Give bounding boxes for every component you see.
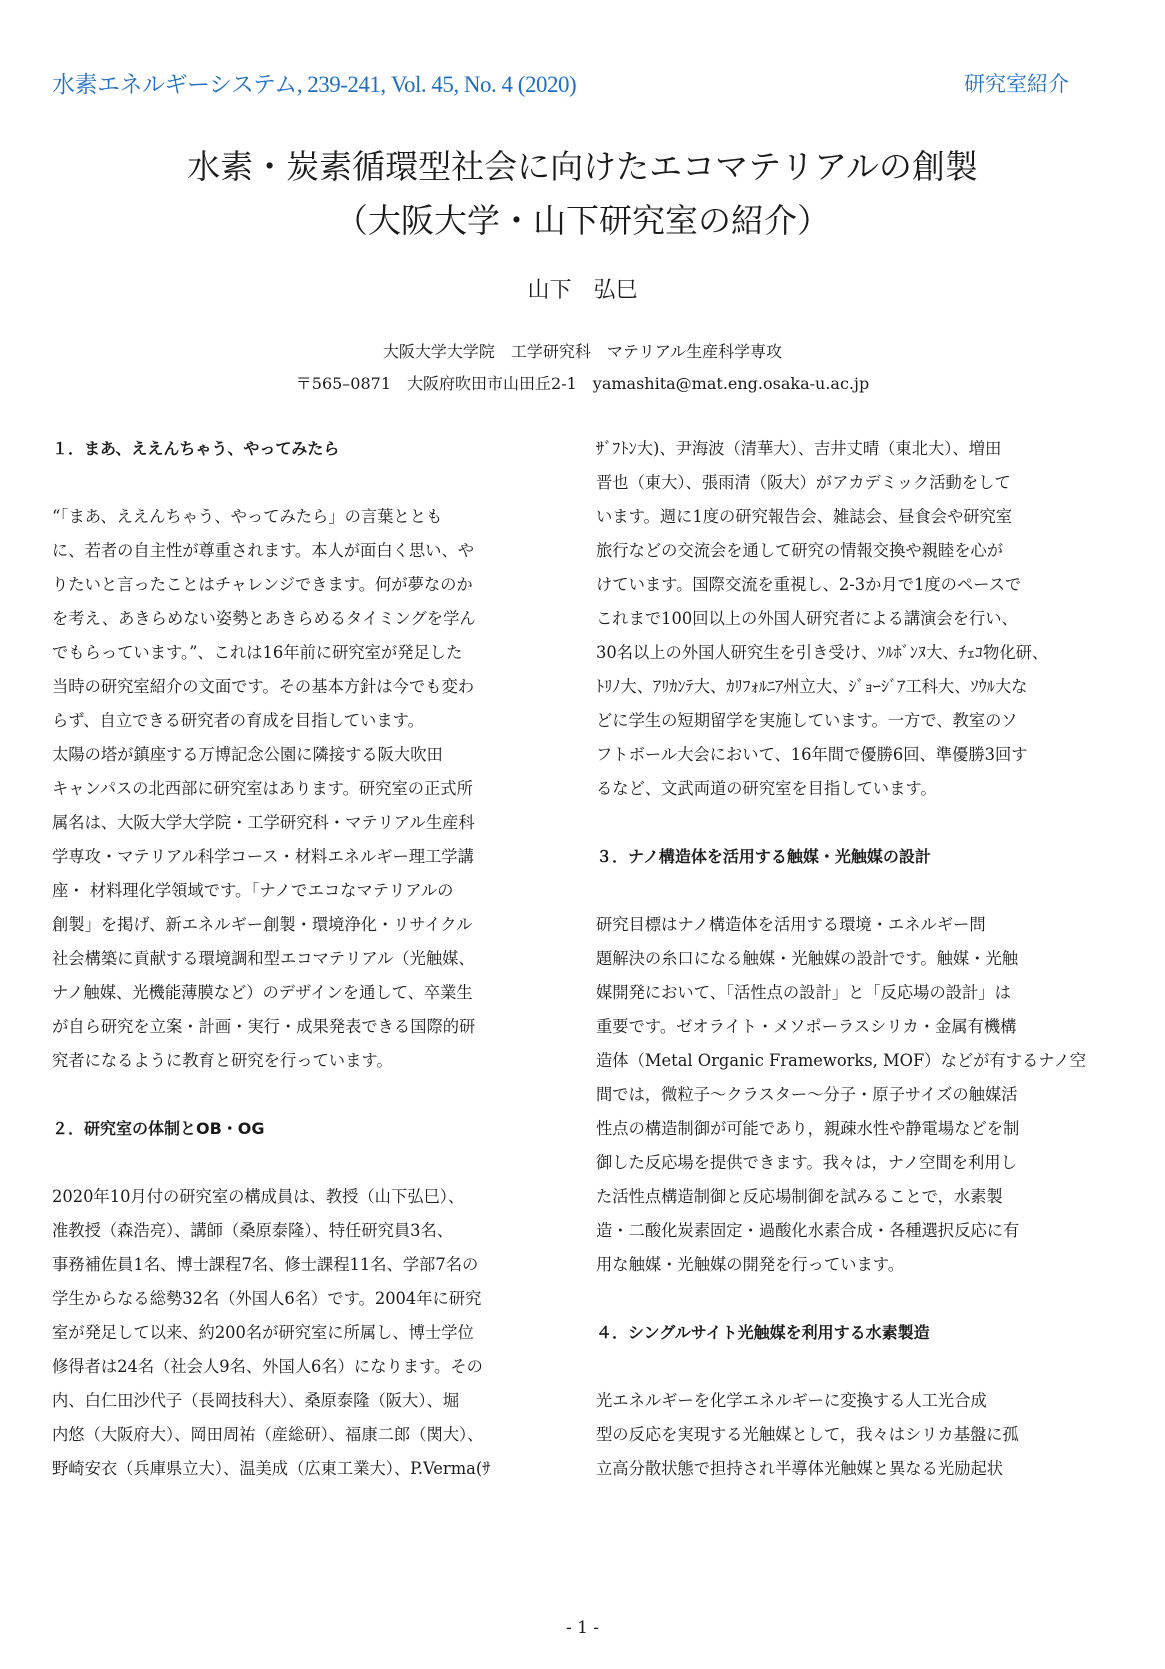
- left-column: [52, 432, 550, 1486]
- text-line: キャンパスの北西部に研究室はあります。研究室の正式所: [52, 779, 473, 798]
- text-line: 型の反応を実現する光触媒として，我々はシリカ基盤に孤: [596, 1425, 1019, 1444]
- spacer: [596, 1282, 1094, 1316]
- text-line: を考え、あきらめない姿勢とあきらめるタイミングを学ん: [52, 609, 476, 628]
- section2-paragraph-1: [52, 1180, 550, 1486]
- text-line: 事務補佐員1名、博士課程7名、修士課程11名、学部7名の: [52, 1255, 479, 1274]
- text-line: 旅行などの交流会を通して研究の情報交換や親睦を心が: [596, 541, 1004, 560]
- section-heading-4: ４．シングルサイト光触媒を利用する水素製造: [596, 1323, 930, 1342]
- text-line: ナノ触媒、光機能薄膜など）のデザインを通して、卒業生: [52, 983, 473, 1002]
- text-line: 間では，微粒子～クラスター～分子・原子サイズの触媒活: [596, 1085, 1018, 1104]
- text-line: りたいと言ったことはチャレンジできます。何が夢なのか: [52, 575, 473, 594]
- text-line: 内悠（大阪府大）、岡田周祐（産総研）、福康二郎（関大）、: [52, 1425, 484, 1444]
- text-line: 究者になるように教育と研究を行っています。: [52, 1051, 393, 1070]
- text-line: 媒開発において、「活性点の設計」と「反応場の設計」は: [596, 983, 1011, 1002]
- text-line: でもらっています。”、これは16年前に研究室が発足した: [52, 643, 463, 662]
- text-line: 立高分散状態で担持され半導体光触媒と異なる光励起状: [596, 1459, 1004, 1478]
- text-line: 室が発足して以来、約200名が研究室に所属し、博士学位: [52, 1323, 474, 1342]
- text-line: 御した反応場を提供できます。我々は，ナノ空間を利用し: [596, 1153, 1017, 1172]
- paper-title: [0, 140, 1165, 248]
- text-line: 修得者は24名（社会人9名、外国人6名）になります。その: [52, 1357, 483, 1376]
- section-heading-1: １．まあ、ええんちゃう、やってみたら: [52, 439, 340, 458]
- spacer: [52, 1078, 550, 1112]
- right-column: [596, 432, 1094, 1486]
- journal-header: 水素エネルギーシステム, 239-241, Vol. 45, No. 4 (2020): [52, 72, 577, 97]
- section3-paragraph-1: [596, 908, 1094, 1282]
- affiliation-line-2: 〒565–0871 大阪府吹田市山田丘2-1 yamashita@mat.eng.osaka-u.ac.jp: [295, 374, 870, 393]
- text-line: 性点の構造制御が可能であり，親疎水性や静電場などを制: [596, 1119, 1020, 1138]
- text-line: ﾄﾘﾉ大、ｱﾘｶﾝﾃ大、ｶﾘﾌｫﾙﾆｱ州立大、ｼﾞｮｰｼﾞｱ工科大、ｿｳﾙ大な: [596, 677, 1028, 696]
- text-line: 学専攻・マテリアル科学コース・材料エネルギー理工学講: [52, 847, 474, 866]
- text-line: 題解決の糸口になる触媒・光触媒の設計です。触媒・光触: [596, 949, 1019, 968]
- text-line: どに学生の短期留学を実施しています。一方で、教室のソ: [596, 711, 1018, 730]
- text-line: 座・ 材料理化学領域です。「ナノでエコなマテリアルの: [52, 881, 454, 900]
- text-line: に、若者の自主性が尊重されます。本人が面白く思い、や: [52, 541, 475, 560]
- text-line: 光エネルギーを化学エネルギーに変換する人工光合成: [596, 1391, 987, 1410]
- text-line: 内、白仁田沙代子（長岡技科大）、桑原泰隆（阪大）、堀: [52, 1391, 460, 1410]
- text-line: います。週に1度の研究報告会、雑誌会、昼食会や研究室: [596, 507, 1013, 526]
- spacer: [52, 466, 550, 500]
- text-line: 創製」を掲げ、新エネルギー創製・環境浄化・リサイクル: [52, 915, 473, 934]
- affiliation-line-1: 大阪大学大学院 工学研究科 マテリアル生産科学専攻: [382, 342, 783, 361]
- section2-paragraph-1-continued: [596, 432, 1094, 806]
- text-line: 30名以上の外国人研究生を引き受け、ｿﾙﾎﾞﾝﾇ大、ﾁｪｺ物化研、: [596, 643, 1049, 662]
- category-label: 研究室紹介: [964, 72, 1069, 96]
- text-line: けています。国際交流を重視し、2-3か月で1度のペースで: [596, 575, 1022, 594]
- text-line: ｻﾞﾌﾄﾝ大)、尹海波（清華大）、吉井丈晴（東北大）、増田: [596, 439, 1002, 458]
- text-line: 重要です。ゼオライト・メソポーラスシリカ・金属有機構: [596, 1017, 1017, 1036]
- text-line: フトボール大会において、16年間で優勝6回、準優勝3回す: [596, 745, 1028, 764]
- spacer: [52, 1146, 550, 1180]
- affiliation: [0, 336, 1165, 400]
- text-line: 准教授（森浩亮）、講師（桑原泰隆）、特任研究員3名、: [52, 1221, 454, 1240]
- text-line: 当時の研究室紹介の文面です。その基本方針は今でも変わ: [52, 677, 475, 696]
- text-line: 野崎安衣（兵庫県立大）、温美成（広東工業大）、P.Verma(ｻ: [52, 1459, 491, 1478]
- text-line: 造・二酸化炭素固定・過酸化水素合成・各種選択反応に有: [596, 1221, 1020, 1240]
- text-line: 太陽の塔が鎮座する万博記念公園に隣接する阪大吹田: [52, 745, 443, 764]
- text-line: これまで100回以上の外国人研究者による講演会を行い、: [596, 609, 1018, 628]
- section-heading-2: ２．研究室の体制とOB・OG: [52, 1119, 265, 1138]
- spacer: [596, 1350, 1094, 1384]
- title-line-1: 水素・炭素循環型社会に向けたエコマテリアルの創製: [187, 147, 978, 186]
- spacer: [596, 806, 1094, 840]
- section-heading-3: ３．ナノ構造体を活用する触媒・光触媒の設計: [596, 847, 931, 866]
- section1-paragraph-2: [52, 738, 550, 1078]
- section4-paragraph-1: [596, 1384, 1094, 1486]
- text-line: るなど、文武両道の研究室を目指しています。: [596, 779, 937, 798]
- text-line: 属名は、大阪大学大学院・工学研究科・マテリアル生産科: [52, 813, 475, 832]
- text-line: 学生からなる総勢32名（外国人6名）です。2004年に研究: [52, 1289, 482, 1308]
- text-line: “「まあ、ええんちゃう、やってみたら」の言葉ととも: [52, 507, 443, 526]
- author-name: 山下 弘巳: [527, 278, 638, 303]
- page-number: - 1 -: [565, 1618, 600, 1638]
- text-line: 晋也（東大）、張雨清（阪大）がアカデミック活動をして: [596, 473, 1011, 492]
- text-line: が自ら研究を立案・計画・実行・成果発表できる国際的研: [52, 1017, 476, 1036]
- text-line: た活性点構造制御と反応場制御を試みることで，水素製: [596, 1187, 1003, 1206]
- text-line: 研究目標はナノ構造体を活用する環境・エネルギー問: [596, 915, 986, 934]
- text-line: 社会構築に貢献する環境調和型エコマテリアル（光触媒、: [52, 949, 475, 968]
- title-line-2: （大阪大学・山下研究室の紹介）: [335, 201, 830, 240]
- text-line: 用な触媒・光触媒の開発を行っています。: [596, 1255, 905, 1274]
- text-line: らず、自立できる研究者の育成を目指しています。: [52, 711, 424, 730]
- text-line: 2020年10月付の研究室の構成員は、教授（山下弘巳）、: [52, 1187, 465, 1206]
- spacer: [596, 874, 1094, 908]
- text-line: 造体（Metal Organic Frameworks, MOF）などが有するナノ空: [596, 1051, 1086, 1070]
- section1-paragraph-1: [52, 500, 550, 738]
